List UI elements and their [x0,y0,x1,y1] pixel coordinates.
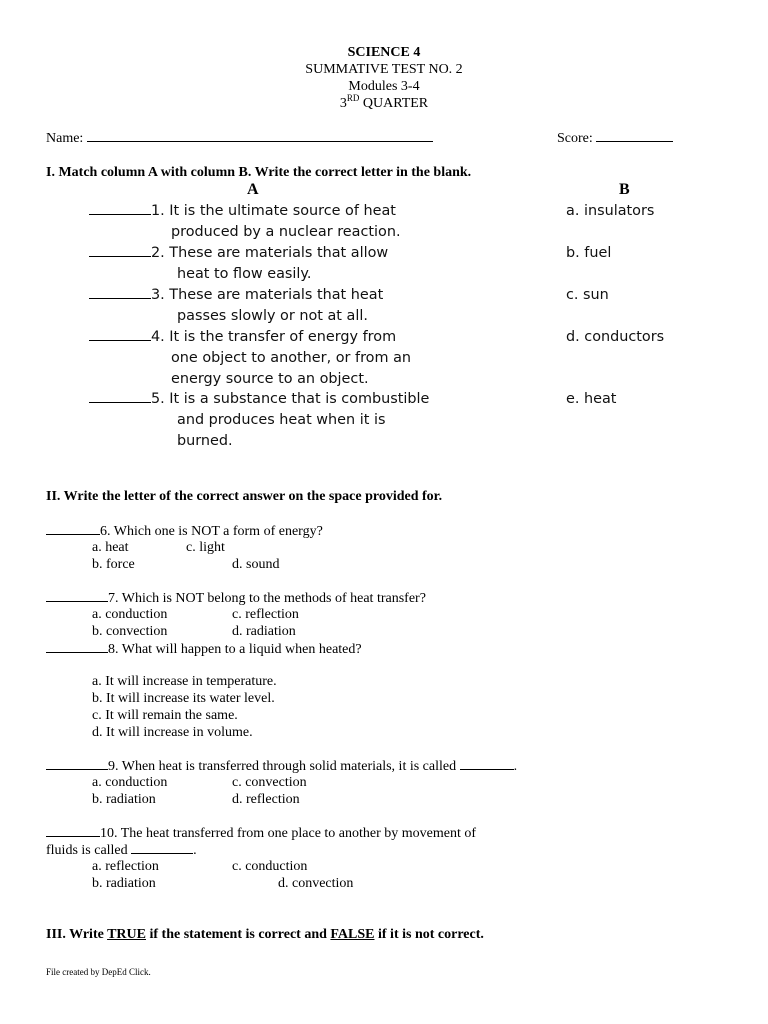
answer-blank[interactable] [89,244,151,257]
answer-blank[interactable] [89,286,151,299]
part3-suffix: if it is not correct. [378,927,484,942]
match-answer-c: c. sun [566,287,609,303]
question-text: 10. The heat transferred from one place to another by movement of [100,826,477,841]
question-7 [46,589,426,607]
part2-instruction: II. Write the letter of the correct answer on the space provided for. [46,489,443,504]
score-field [557,129,673,147]
match-answer-d: d. conductors [566,329,665,345]
name-label: Name: [46,131,84,146]
test-title: SUMMATIVE TEST NO. 2 [305,62,463,77]
question-text: 9. When heat is transferred through solid materials, it is called [108,759,457,774]
part3-prefix: III. Write [46,927,104,942]
question-text: 8. What will happen to a liquid when heated? [108,642,362,657]
option-a: a. It will increase in temperature. [92,674,277,689]
option-b: b. convection [92,624,168,639]
question-10 [46,824,476,842]
column-a-header: A [247,181,259,198]
answer-blank[interactable] [46,522,100,535]
match-answer-a: a. insulators [566,203,655,219]
match-question-text: heat to flow easily. [177,266,312,282]
option-b: b. radiation [92,876,156,891]
option-b: b. force [92,557,135,572]
match-item-5 [89,389,429,409]
name-field [46,129,433,147]
option-d: d. radiation [232,624,296,639]
answer-blank[interactable] [89,390,151,403]
part1-instruction: I. Match column A with column B. Write the correct letter in the blank. [46,165,472,180]
column-b-header: B [619,181,630,198]
test-subject: SCIENCE 4 [347,45,421,60]
option-c: c. reflection [232,607,299,622]
option-d: d. It will increase in volume. [92,725,253,740]
option-c: c. light [186,540,225,555]
name-blank[interactable] [87,129,433,142]
answer-blank[interactable] [46,589,108,602]
test-modules: Modules 3-4 [348,79,420,94]
option-c: c. convection [232,775,307,790]
question-text: fluids is called [46,843,128,858]
match-question-text: 3. These are materials that heat [151,287,384,303]
option-d: d. reflection [232,792,300,807]
match-item-2 [89,243,388,263]
match-question-text: 4. It is the transfer of energy from [151,329,397,345]
match-item-1 [89,201,396,221]
true-word: TRUE [107,927,146,942]
score-blank[interactable] [596,129,673,142]
match-question-text: produced by a nuclear reaction. [171,224,401,240]
quarter-word: QUARTER [362,96,429,111]
match-answer-e: e. heat [566,391,617,407]
option-a: a. reflection [92,859,159,874]
match-question-text: 1. It is the ultimate source of heat [151,203,396,219]
answer-blank[interactable] [89,202,151,215]
match-question-text: one object to another, or from an [171,350,412,366]
score-label: Score: [557,131,593,146]
false-word: FALSE [330,927,375,942]
question-text: 6. Which one is NOT a form of energy? [100,524,323,539]
quarter-number: 3 [339,96,347,111]
question-8 [46,640,362,658]
fill-in-blank[interactable] [131,841,193,854]
option-c: c. conduction [232,859,308,874]
option-a: a. heat [92,540,129,555]
answer-blank[interactable] [46,824,100,837]
option-a: a. conduction [92,775,168,790]
match-question-text: 2. These are materials that allow [151,245,389,261]
quarter-superscript: RD [346,93,360,103]
answer-blank[interactable] [89,328,151,341]
match-answer-b: b. fuel [566,245,612,261]
question-text: 7. Which is NOT belong to the methods of heat transfer? [108,591,426,606]
option-b: b. radiation [92,792,156,807]
match-question-text: and produces heat when it is [177,412,386,428]
match-question-text: 5. It is a substance that is combustible [151,391,430,407]
match-question-text: passes slowly or not at all. [177,308,368,324]
option-d: d. convection [278,876,354,891]
fill-in-blank[interactable] [460,757,514,770]
question-10-continuation: fluids is called . [46,843,197,858]
option-b: b. It will increase its water level. [92,691,275,706]
footer-credit: File created by DepEd Click. [46,967,151,977]
answer-blank[interactable] [46,757,108,770]
question-6 [46,522,323,540]
test-quarter [0,95,768,112]
answer-blank[interactable] [46,640,108,653]
match-question-text: energy source to an object. [171,371,369,387]
option-c: c. It will remain the same. [92,708,238,723]
match-item-4 [89,327,396,347]
match-item-3 [89,285,383,305]
part3-middle: if the statement is correct and [149,927,327,942]
option-a: a. conduction [92,607,168,622]
part3-instruction [46,926,484,943]
match-question-text: burned. [177,433,233,449]
option-d: d. sound [232,557,280,572]
question-9: 9. When heat is transferred through solid materials, it is called . [46,757,517,775]
